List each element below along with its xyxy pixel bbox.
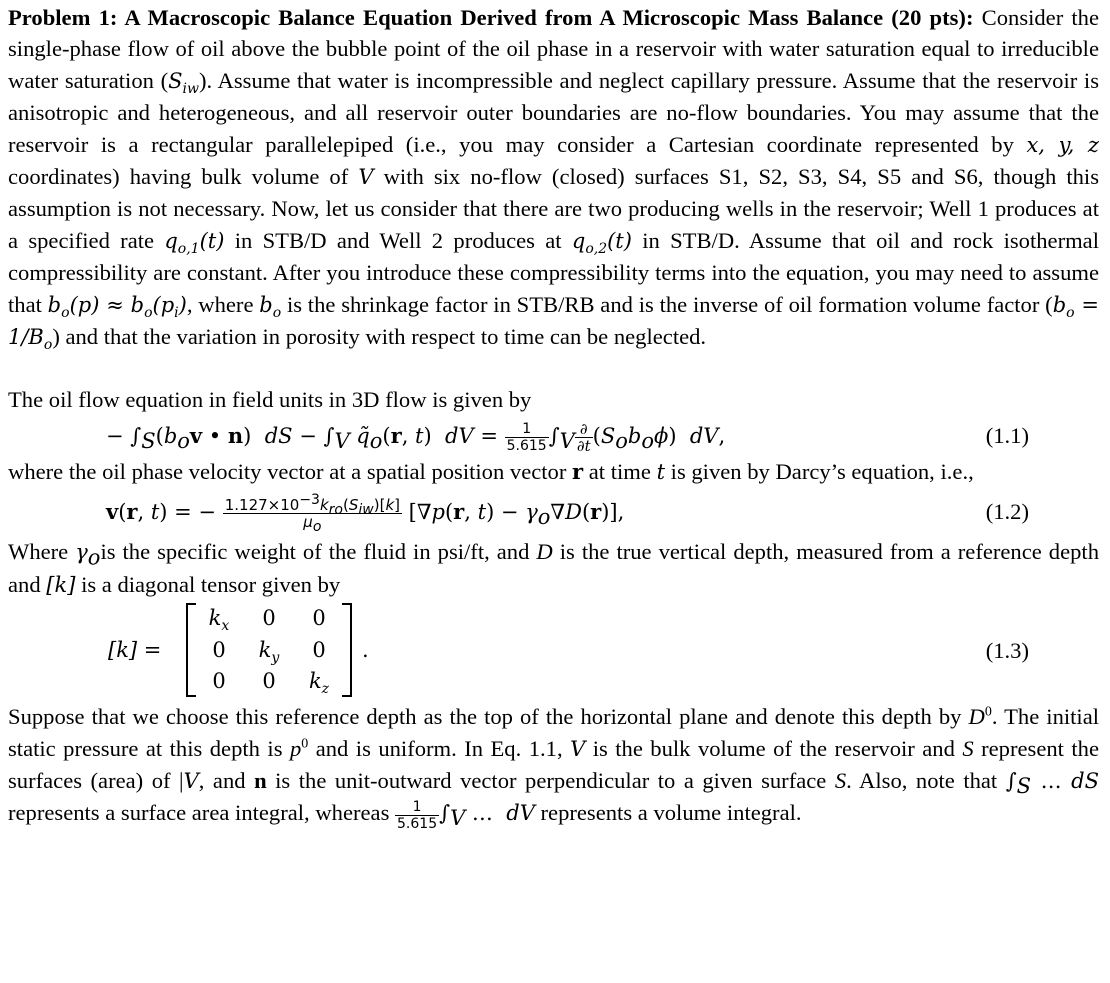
eq-number-1-3: (1.3) — [985, 638, 1029, 664]
problem-heading: Problem 1: A Macroscopic Balance Equation Derived from A Microscopic Mass Balance (20 pts): — [8, 5, 974, 30]
math-bo-approx: $b_o(p) \approx b_o(p_i)$ — [47, 292, 187, 321]
math-bo: $b_o$ — [259, 292, 282, 321]
eq1-explanation: where the oil phase velocity vector at a spatial position vector r at time t is given by Darcy’s equation, i.e., — [8, 458, 974, 484]
math-v: V — [358, 165, 374, 190]
math-bo-inverse: $b_o = 1/B_o$ — [8, 292, 1099, 354]
intro-text-7: , where — [186, 291, 260, 317]
intro-text-6: in STB/D. Assume that oil and rock isothermal compressibility are constant. After you introduce these compressibility terms into the equation, you may need to assume that — [8, 227, 1099, 317]
intro-text-9: ) and that the variation in porosity with respect to time can be neglected. — [52, 324, 707, 350]
problem-statement — [8, 2, 1099, 353]
intro-text-8: is the shrinkage factor in STB/RB and is the inverse of oil formation volume factor ( — [281, 291, 1053, 317]
intro-text-1: Consider the single-phase flow of oil above the bubble point of the oil phase in a reservoir with water saturation equal to irreducible water saturation ( — [8, 5, 1100, 93]
math-siw: $S_{iw}$ — [168, 68, 199, 97]
intro-text-3: coordinates) having bulk volume of — [8, 164, 359, 190]
intro-text-4: with six no-flow (closed) surfaces S1, S2, S3, S4, S5 and S6, though this assumption is not necessary. Now, let us consider that there are two producing wells in the reservoir; Well 1 produces at a specified rate — [8, 164, 1099, 253]
eq2-explanation: Where $\gamma_ois$ the specific weight of the fluid in psi/ft, and D is the true vertical depth, measured from a reference depth and [k] is a diagonal tensor given by — [8, 539, 1099, 597]
eq-number-1-2: (1.2) — [985, 499, 1029, 525]
intro-text-2: ). Assume that water is incompressible and neglect capillary pressure. Assume that the reservoir is anisotropic and heterogeneous, and all reservoir outer boundaries are no-flow boundaries. You may assume that the reservoir is a rectangular parallelepiped (i.e., you may consider a Cartesian coordinate represented by — [8, 67, 1099, 157]
eq-number-1-1: (1.1) — [985, 422, 1029, 448]
equation-1-3: [k] = $k_x$ 0 0 0 $k_y$ 0 0 0 $k_z$ . (1.3) — [8, 603, 1099, 701]
permeability-tensor: $k_x$ 0 0 0 $k_y$ 0 0 0 $k_z$ — [186, 603, 352, 697]
closing-paragraph: Suppose that we choose this reference depth as the top of the horizontal plane and denote this depth by $D^0$. The initial static pressure at this depth is $p^0$ and is uniform. In Eq. 1.1, V is the bulk volume of the reservoir and S represent the surfaces (area) of |V, and n is the unit-outward vector perpendicular to a given surface S. Also, note that $\int_S$ … dS represents a surface area integral, whereas $\frac{1}{5.615}$ $\int_V$ … dV represents a volume integral. — [8, 704, 1100, 832]
problem-document — [8, 2, 1099, 832]
math-xyz: x, y, z — [1026, 132, 1099, 157]
equation-1-1: − $\int_S(b_ov$ • n) dS − $\int_V$ $q̃_o(r$, t) dV = $\frac{1}{5.615}$ $\int_V$ $\frac{\partial}{\partial t}$ $(S_ob_o\phi)$ dV, (1.1) — [106, 419, 1029, 455]
eq1-lead: The oil flow equation in field units in 3D flow is given by — [8, 387, 532, 413]
intro-text-5: in STB/D and Well 2 produces at — [224, 227, 572, 253]
math-q01: $q_{o,1}(t)$ — [164, 228, 225, 258]
equation-1-2: v(r, t) = − $\frac{1.127\times 10^{-3}k_{ro}(S_{iw})[k]}{\mu_o}$ [∇p(r, $t) - \gamma_o\nabla D(r)$], (1.2) — [106, 492, 1029, 536]
math-q02: $q_{o,2}(t)$ — [571, 228, 632, 258]
